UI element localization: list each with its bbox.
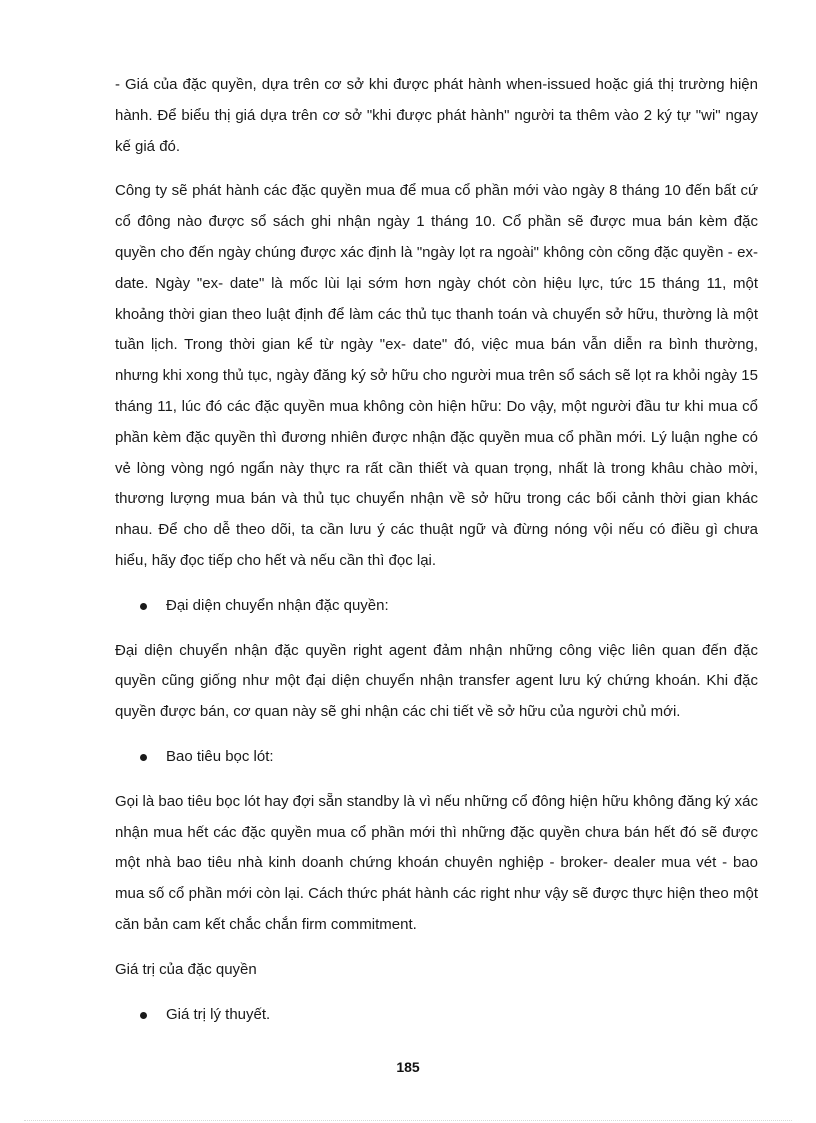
bullet-dot-icon [140,603,147,610]
bullet-theoretical-value [115,1000,758,1031]
bullet-standby-underwriting [115,742,758,773]
paragraph-rights-agent: Đại diện chuyển nhận đặc quyền right agent đảm nhận những công việc liên quan đến đặc quyền cũng giống như một đại diện chuyển nhận transfer agent lưu ký chứng khoán. Khi đặc quyền được bán, cơ quan này sẽ ghi nhận các chi tiết về sở hữu của người chủ mới. [115,641,758,721]
section-heading-rights-value: Giá trị của đặc quyền [115,960,257,978]
page-content [115,70,758,1044]
bullet-dot-icon [140,1012,147,1019]
paragraph-price-when-issued: - Giá của đặc quyền, dựa trên cơ sở khi được phát hành when-issued hoặc giá thị trường hiện hành. Để biểu thị giá dựa trên cơ sở "khi được phát hành" người ta thêm vào 2 ký tự "wi" ngay kế giá đó. [115,76,758,155]
bullet-dot-icon [140,754,147,761]
paragraph-standby-underwriting: Gọi là bao tiêu bọc lót hay đợi sẵn standby là vì nếu những cổ đông hiện hữu không đăng ký xác nhận mua hết các đặc quyền mua cổ phần mới thì những đặc quyền chưa bán hết đó sẽ được một nhà bao tiêu nhà kinh doanh chứng khoán chuyên nghiệp - broker- dealer mua vét - bao mua số cổ phần mới còn lại. Cách thức phát hành các right như vậy sẽ được thực hiện theo một căn bản cam kết chắc chắn firm commitment. [115,792,758,933]
page-number: 185 [396,1059,420,1075]
footer-divider [24,1120,792,1121]
bullet-standby-underwriting-label: Bao tiêu bọc lót: [166,747,274,765]
bullet-rights-agent [115,591,758,622]
bullet-theoretical-value-label: Giá trị lý thuyết. [166,1005,271,1023]
paragraph-rights-issuance-timeline: Công ty sẽ phát hành các đặc quyền mua để mua cổ phần mới vào ngày 8 tháng 10 đến bất cứ cổ đông nào được sổ sách ghi nhận ngày 1 tháng 10. Cổ phần sẽ được mua bán kèm đặc quyền cho đến ngày chúng được xác định là "ngày lọt ra ngoài" không còn cõng đặc quyền - ex- date. Ngày "ex- date" là mốc lùi lại sớm hơn ngày chót còn hiệu lực, tức 15 tháng 11, một khoảng thời gian theo luật định để làm các thủ tục thanh toán và chuyển sở hữu, thường là một tuần lịch. Trong thời gian kể từ ngày "ex- date" đó, việc mua bán vẫn diễn ra bình thường, nhưng khi xong thủ tục, ngày đăng ký sở hữu cho người mua trên sổ sách sẽ lọt ra khỏi ngày 15 tháng 11, lúc đó các đặc quyền mua không còn hiện hữu: Do vậy, một người đầu tư khi mua cổ phần kèm đặc quyền thì đương nhiên được nhận đặc quyền mua cổ phần mới. Lý luận nghe có vẻ lòng vòng ngó ngẩn này thực ra rất cần thiết và quan trọng, nhất là trong khâu chào mời, thương lượng mua bán và thủ tục chuyển nhận về sở hữu trong các bối cảnh thời gian khác nhau. Để cho dễ theo dõi, ta cần lưu ý các thuật ngữ và đừng nóng vội nếu có điều gì chưa hiểu, hãy đọc tiếp cho hết và nếu cần thì đọc lại. [115,182,758,569]
bullet-rights-agent-label: Đại diện chuyển nhận đặc quyền: [166,596,389,614]
